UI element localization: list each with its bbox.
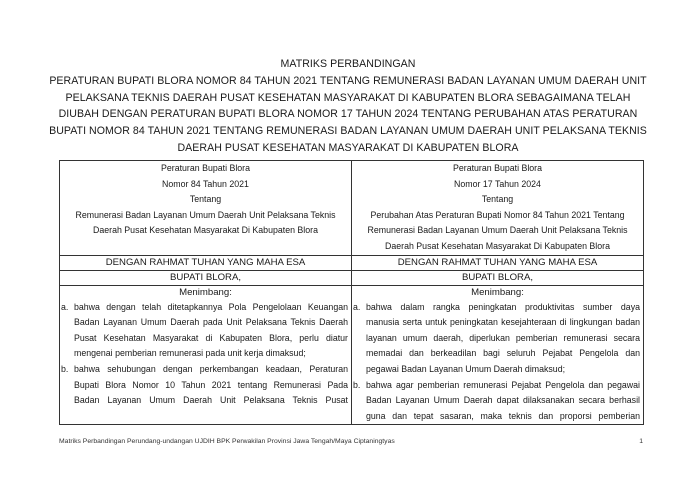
- bupati-row: [60, 270, 644, 285]
- title-line: MATRIKS PERBANDINGAN: [280, 58, 416, 70]
- item-text: [366, 378, 643, 425]
- item-line: manusia serta untuk peningkatan kesejahteraan di lingkungan badan: [366, 317, 640, 328]
- item-text: [366, 300, 643, 378]
- item-label: a.: [353, 301, 361, 312]
- left-item-b: [60, 362, 351, 409]
- title-line: PELAKSANA TEKNIS DAERAH PUSAT KESEHATAN MASYARAKAT DI KABUPATEN BLORA SEBAGAIMANA TELAH: [65, 91, 631, 104]
- item-line: Badan Layanan Umum Daerah dapat dilaksanakan secara berhasil: [366, 395, 640, 406]
- item-label: b.: [353, 379, 361, 390]
- left-header-cell: [60, 161, 352, 256]
- item-line: mengenai pemberian remunerasi pada unit kerja dimaksud;: [74, 348, 306, 359]
- left-header-line: Daerah Pusat Kesehatan Masyarakat Di Kabupaten Blora: [93, 225, 318, 236]
- right-header-line: Nomor 17 Tahun 2024: [454, 178, 541, 189]
- right-header-cell: [352, 161, 644, 256]
- item-text: [74, 362, 351, 409]
- item-line: Bupati Blora Nomor 10 Tahun 2021 tentang Remunerasi Pada: [74, 379, 348, 390]
- left-header-line: Nomor 84 Tahun 2021: [162, 178, 249, 189]
- header-row: [60, 161, 644, 256]
- item-line: Pusat Kesehatan Masyarakat di Kabupaten Blora, perlu diatur: [74, 332, 348, 343]
- comparison-table: [59, 160, 644, 425]
- right-header-line: Peraturan Bupati Blora: [453, 163, 542, 173]
- title-line: DAERAH PUSAT KESEHATAN MASYARAKAT DI KABUPATEN BLORA: [177, 141, 519, 154]
- document-title: [40, 56, 656, 157]
- item-line: Badan Layanan Umum Daerah pada Unit Pelaksana Teknis Daerah: [74, 317, 348, 328]
- right-menimbang-cell: [352, 285, 644, 425]
- title-line: BUPATI NOMOR 84 TAHUN 2021 TENTANG REMUNERASI BADAN LAYANAN UMUM DAERAH UNIT PELAKSANA TEKNIS: [49, 125, 647, 138]
- left-header-line: Tentang: [189, 194, 222, 205]
- rahmat-row: [60, 255, 644, 270]
- left-bupati: BUPATI BLORA,: [60, 270, 352, 285]
- item-line: pegawai Badan Layanan Umum Daerah dimaksud;: [366, 363, 566, 374]
- page-number: 1: [639, 438, 643, 445]
- right-item-b: [352, 378, 643, 425]
- left-menimbang-cell: [60, 285, 352, 425]
- left-header-line: Remunerasi Badan Layanan Umum Daerah Unit Pelaksana Teknis: [75, 209, 336, 220]
- title-line: DIUBAH DENGAN PERATURAN BUPATI BLORA NOMOR 17 TAHUN 2024 TENTANG PERUBAHAN ATAS PERATURAN: [58, 108, 638, 121]
- item-text: [74, 300, 351, 362]
- footer-text: Matriks Perbandingan Perundang-undangan UJDIH BPK Perwakilan Provinsi Jawa Tengah/Maya Ciptaningtyas: [59, 438, 395, 445]
- item-line: bahwa dengan telah ditetapkannya Pola Pengelolaan Keuangan: [74, 301, 348, 312]
- item-line: Badan Layanan Umum Daerah Unit Pelaksana Teknis Pusat: [74, 395, 348, 406]
- left-rahmat: DENGAN RAHMAT TUHAN YANG MAHA ESA: [60, 255, 352, 270]
- left-menimbang-heading: Menimbang:: [179, 286, 232, 298]
- right-bupati: BUPATI BLORA,: [352, 270, 644, 285]
- left-item-a: [60, 300, 351, 362]
- item-line: bahwa sehubungan dengan perkembangan keadaan, Peraturan: [74, 363, 348, 374]
- right-rahmat: DENGAN RAHMAT TUHAN YANG MAHA ESA: [352, 255, 644, 270]
- right-header-line: Tentang: [481, 194, 514, 205]
- right-header-line: Daerah Pusat Kesehatan Masyarakat Di Kabupaten Blora: [385, 240, 610, 251]
- title-line: PERATURAN BUPATI BLORA NOMOR 84 TAHUN 2021 TENTANG REMUNERASI BADAN LAYANAN UMUM DAERAH UNIT: [49, 74, 647, 87]
- item-line: layanan umum daerah, diperlukan pemberian remunerasi secara: [366, 332, 640, 343]
- right-item-a: [352, 300, 643, 378]
- item-line: bahwa agar pemberian remunerasi Pejabat Pengelola dan pegawai: [366, 379, 640, 390]
- page-footer: [59, 438, 643, 445]
- right-header-line: Remunerasi Badan Layanan Umum Daerah Unit Pelaksana Teknis: [367, 225, 628, 236]
- item-label: b.: [61, 363, 69, 374]
- left-header-line: Peraturan Bupati Blora: [161, 163, 250, 173]
- item-line: guna dan tepat sasaran, maka teknis dan proporsi pemberian: [366, 410, 640, 421]
- item-line: bahwa dalam rangka peningkatan produktivitas sumber daya: [366, 301, 640, 312]
- item-line: memadai dan berkeadilan bagi seluruh Pejabat Pengelola dan: [366, 348, 640, 359]
- right-menimbang-heading: Menimbang:: [471, 286, 524, 298]
- menimbang-row: [60, 285, 644, 425]
- right-header-line: Perubahan Atas Peraturan Bupati Nomor 84 Tahun 2021 Tentang: [370, 209, 625, 220]
- item-label: a.: [61, 301, 69, 312]
